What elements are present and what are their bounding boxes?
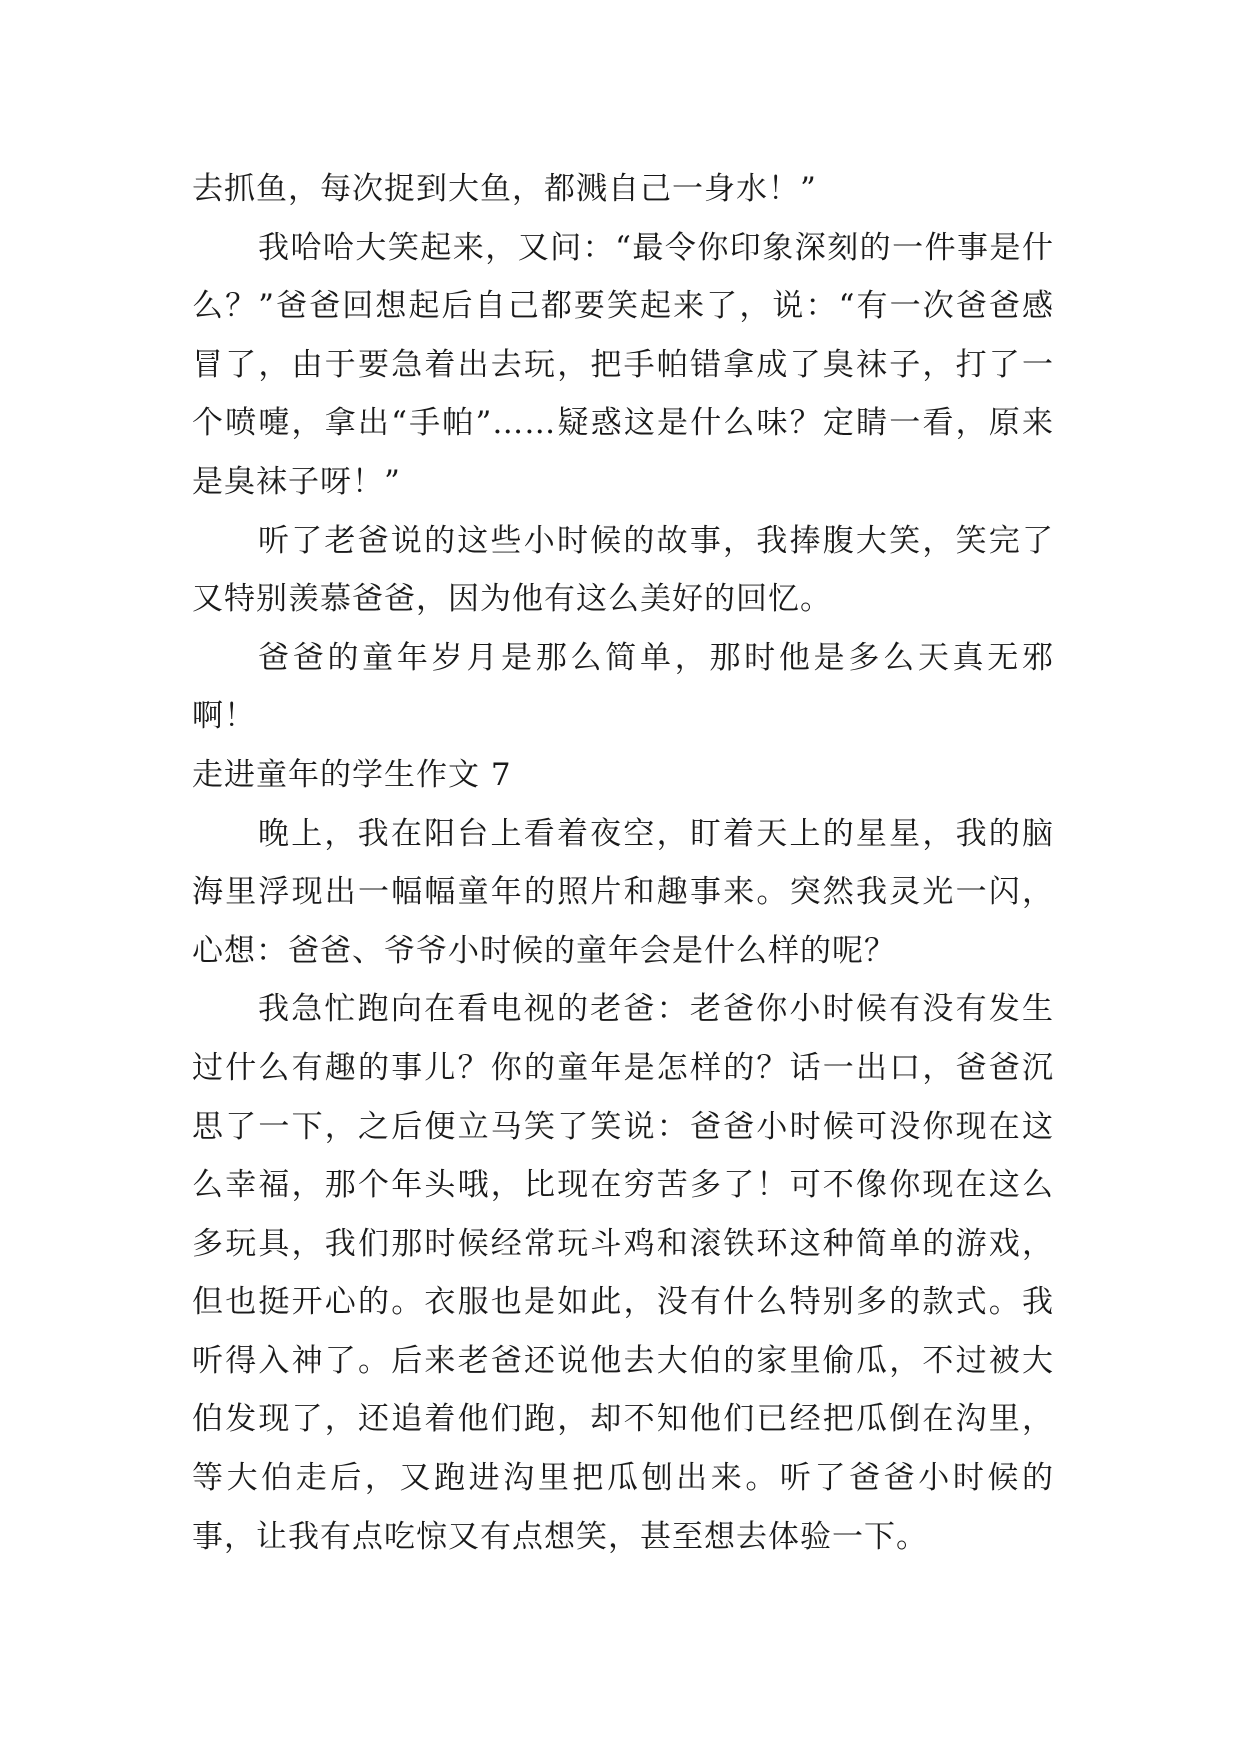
section-title: 走进童年的学生作文 7 <box>192 756 512 793</box>
section-paragraph-1: 晚上，我在阳台上看着夜空，盯着天上的星星，我的脑海里浮现出一幅幅童年的照片和趣事来。突然我灵光一闪，心想：爸爸、爷爷小时候的童年会是什么样的呢？ <box>192 815 1054 969</box>
paragraph-4: 爸爸的童年岁月是那么简单，那时他是多么天真无邪啊！ <box>192 639 1054 735</box>
section-paragraph-2: 我急忙跑向在看电视的老爸：老爸你小时候有没有发生过什么有趣的事儿？你的童年是怎样的？话一出口，爸爸沉思了一下，之后便立马笑了笑说：爸爸小时候可没你现在这么幸福，那个年头哦，比现在穷苦多了！可不像你现在这么多玩具，我们那时候经常玩斗鸡和滚铁环这种简单的游戏，但也挺开心的。衣服也是如此，没有什么特别多的款式。我听得入神了。后来老爸还说他去大伯的家里偷瓜，不过被大伯发现了，还追着他们跑，却不知他们已经把瓜倒在沟里，等大伯走后，又跑进沟里把瓜刨出来。听了爸爸小时候的事，让我有点吃惊又有点想笑，甚至想去体验一下。 <box>192 991 1054 1555</box>
paragraph-1: 去抓鱼，每次捉到大鱼，都溅自己一身水！” <box>192 171 817 207</box>
document-page <box>192 160 1054 1566</box>
paragraph-3: 听了老爸说的这些小时候的故事，我捧腹大笑，笑完了又特别羡慕爸爸，因为他有这么美好的回忆。 <box>192 522 1054 618</box>
paragraph-2: 我哈哈大笑起来，又问：“最令你印象深刻的一件事是什么？”爸爸回想起后自己都要笑起来了，说：“有一次爸爸感冒了，由于要急着出去玩，把手帕错拿成了臭袜子，打了一个喷嚏，拿出“手帕”……疑惑这是什么味？定睛一看，原来是臭袜子呀！” <box>192 229 1054 500</box>
